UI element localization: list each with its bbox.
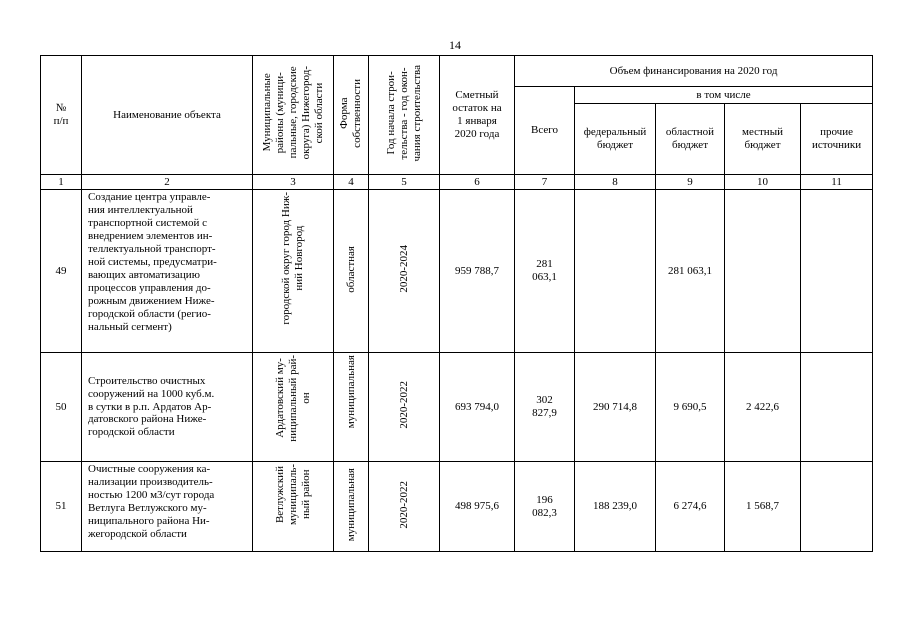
regional-budget: 9 690,5 [656,353,725,462]
regional-budget: 281 063,1 [656,190,725,353]
federal-budget: 290 714,8 [575,353,656,462]
column-number: 3 [253,175,334,190]
row-num: 49 [41,190,82,353]
header-federal: федеральный бюджет [575,104,656,175]
header-num: № п/п [41,56,82,175]
municipality: Ветлужский муниципаль- ный район [253,462,334,552]
column-number: 1 [41,175,82,190]
header-estimate: Сметный остаток на 1 января 2020 года [440,56,515,175]
column-number: 2 [82,175,253,190]
total-financing: 302 827,9 [515,353,575,462]
header-including: в том числе [575,87,873,104]
estimate-balance: 959 788,7 [440,190,515,353]
municipality: Ардатовский му- ниципальный рай- он [253,353,334,462]
construction-years: 2020-2022 [369,462,440,552]
row-num: 51 [41,462,82,552]
header-ownership: Форма собственности [334,56,369,175]
construction-years: 2020-2024 [369,190,440,353]
header-row [41,56,873,87]
local-budget: 1 568,7 [725,462,801,552]
local-budget: 2 422,6 [725,353,801,462]
total-financing: 281 063,1 [515,190,575,353]
header-local: местный бюджет [725,104,801,175]
ownership: муниципальная [334,462,369,552]
federal-budget: 188 239,0 [575,462,656,552]
object-name: Очистные сооружения ка- нализации производитель- ностью 1200 м3/сут города Ветлуга Ветлужского му- ниципального района Ни- жегородской области [82,462,253,552]
other-sources [801,190,873,353]
header-years: Год начала строи- тельства - год окон- чания строительства [369,56,440,175]
ownership: муниципальная [334,353,369,462]
row-num: 50 [41,353,82,462]
column-number: 7 [515,175,575,190]
other-sources [801,462,873,552]
table-row [41,190,873,353]
table-row [41,462,873,552]
regional-budget: 6 274,6 [656,462,725,552]
total-financing: 196 082,3 [515,462,575,552]
header-regional: областной бюджет [656,104,725,175]
column-number-row [41,175,873,190]
ownership: областная [334,190,369,353]
object-name: Создание центра управле- ния интеллектуальной транспортной системой с внедрением элементов ин- теллектуальной транспорт- ной системы, предусматри- вающих автоматизацию процессов управления до- рожным движением Ниже- городской области (регио- нальный сегмент) [82,190,253,353]
header-municipality: Муниципальные районы (муници- пальные, городские округа) Нижегород- ской области [253,56,334,175]
column-number: 11 [801,175,873,190]
header-other: прочие источники [801,104,873,175]
column-number: 6 [440,175,515,190]
column-number: 9 [656,175,725,190]
column-number: 8 [575,175,656,190]
header-financing: Объем финансирования на 2020 год [515,56,873,87]
header-total: Всего [515,87,575,175]
local-budget [725,190,801,353]
object-name: Строительство очистных сооружений на 1000 куб.м. в сутки в р.п. Ардатов Ар- датовского района Ниже- городской области [82,353,253,462]
estimate-balance: 693 794,0 [440,353,515,462]
other-sources [801,353,873,462]
estimate-balance: 498 975,6 [440,462,515,552]
construction-years: 2020-2022 [369,353,440,462]
column-number: 4 [334,175,369,190]
federal-budget [575,190,656,353]
column-number: 10 [725,175,801,190]
table-row [41,353,873,462]
municipality: городской округ город Ниж- ний Новгород [253,190,334,353]
page-number: 14 [449,38,461,52]
column-number: 5 [369,175,440,190]
financing-table [40,55,873,552]
header-name: Наименование объекта [82,56,253,175]
